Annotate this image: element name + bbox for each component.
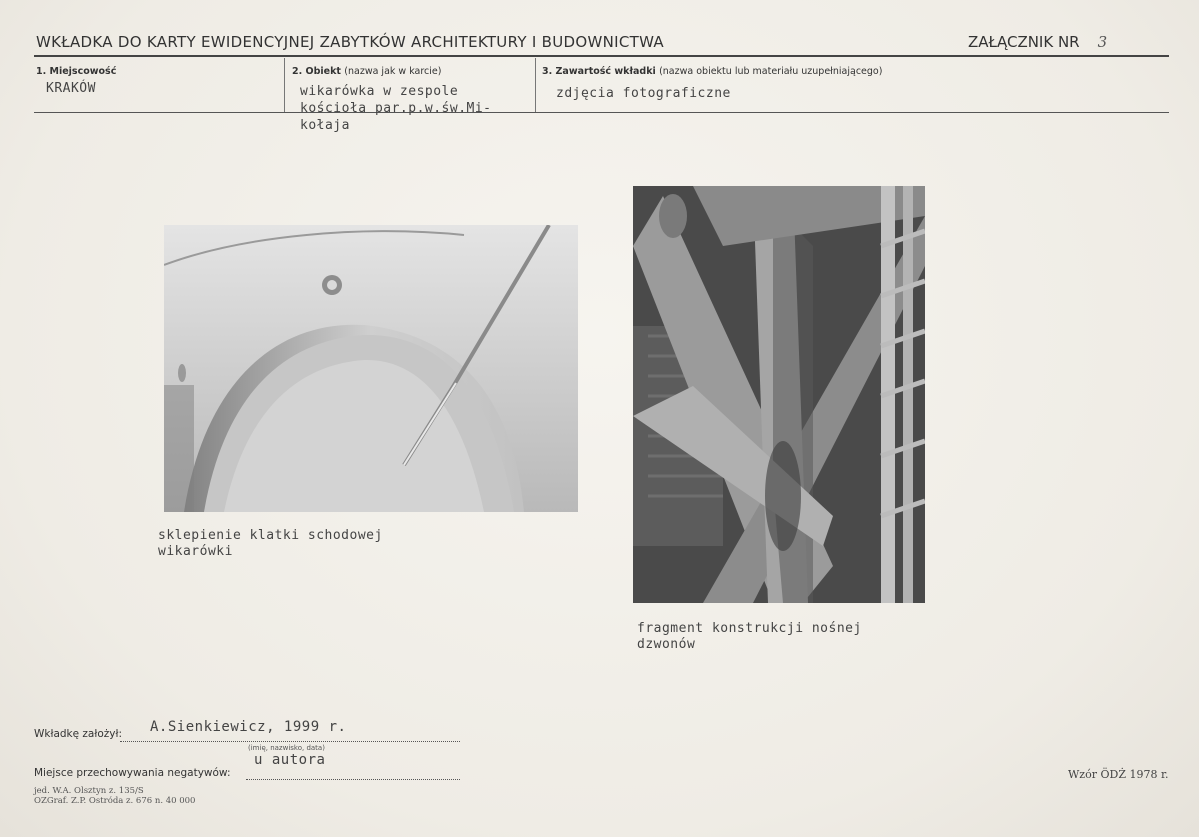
sheet-title: WKŁADKA DO KARTY EWIDENCYJNEJ ZABYTKÓW ARCHITEKTURY I BUDOWNICTWA (36, 33, 664, 51)
contents-value: zdjęcia fotograficzne (556, 86, 731, 101)
form-id: Wzór ÖDŻ 1978 r. (1068, 768, 1169, 781)
contents-label (542, 66, 882, 77)
printer-info (34, 786, 195, 806)
photo-bell-structure (633, 186, 925, 603)
photo-bell-caption-2: dzwonów (637, 637, 696, 652)
object-label (292, 66, 441, 77)
header-rule (34, 55, 1169, 57)
object-label-text: 2. Obiekt (292, 66, 341, 77)
annex-label (968, 33, 1107, 51)
annex-number: 3 (1097, 33, 1108, 51)
storage-line (246, 779, 460, 780)
printer-line-1: jed. W.A. Olsztyn z. 135/S (34, 786, 144, 796)
photo-staircase-caption-1: sklepienie klatki schodowej (158, 528, 383, 543)
photo-staircase-caption-2: wikarówki (158, 544, 233, 559)
contents-label-note: (nazwa obiektu lub materiału uzupełniającego) (659, 66, 883, 77)
object-line-2: kościoła par.p.w.św.Mi- (300, 101, 492, 116)
fields-bottom-rule (34, 112, 1169, 113)
object-line-1: wikarówka w zespole (300, 84, 459, 99)
created-by-line (120, 741, 460, 742)
printer-line-2: OZGraf. Z.P. Ostróda z. 676 n. 40 000 (34, 796, 196, 806)
created-by-label: Wkładkę założył: (34, 728, 123, 740)
locality-label: 1. Miejscowość (36, 66, 117, 77)
created-by-hint: (imię, nazwisko, data) (248, 744, 325, 752)
photo-bell-structure-image (633, 186, 925, 603)
locality-value: KRAKÓW (46, 81, 96, 96)
object-line-3: kołaja (300, 118, 350, 133)
field-divider-2 (535, 58, 536, 112)
object-label-note: (nazwa jak w karcie) (344, 66, 442, 77)
contents-label-text: 3. Zawartość wkładki (542, 66, 656, 77)
storage-value: u autora (254, 752, 326, 768)
field-divider-1 (284, 58, 285, 112)
annex-label-text: ZAŁĄCZNIK NR (968, 33, 1080, 51)
created-by-value: A.Sienkiewicz, 1999 r. (150, 719, 347, 735)
photo-staircase-vault-image (164, 225, 578, 512)
storage-label: Miejsce przechowywania negatywów: (34, 767, 231, 779)
photo-staircase-vault (164, 225, 578, 512)
photo-bell-caption-1: fragment konstrukcji nośnej (637, 621, 862, 636)
